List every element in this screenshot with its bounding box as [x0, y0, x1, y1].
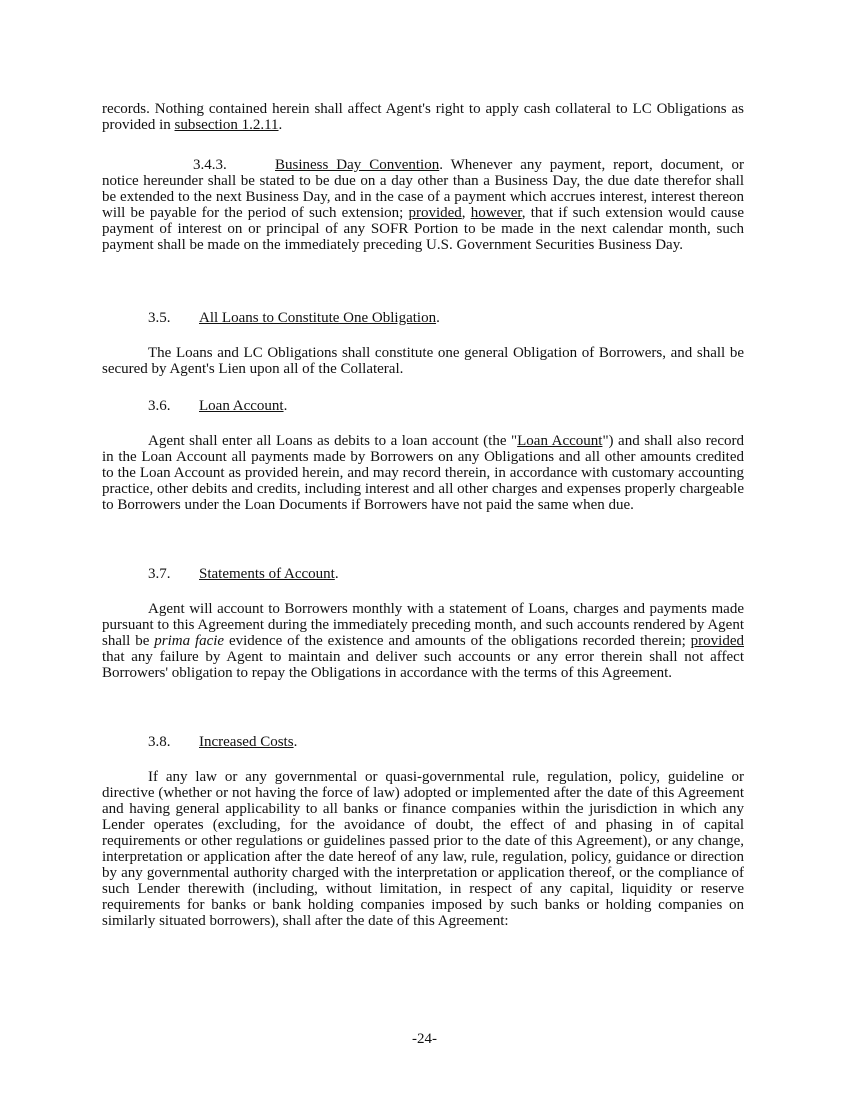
continuation-paragraph [102, 101, 744, 133]
paragraph-text: , that if such extension would cause payment of interest on or principal of any SOFR Portion to be made in the next calendar month, such payment shall be made on the immediately preceding U.S. Government Securities Business Day. [102, 205, 744, 253]
page-number: -24- [412, 1031, 437, 1047]
section-3-7-body: Agent will account to Borrowers monthly with a statement of Loans, charges and payments made pursuant to this Agreement during the immediately preceding month, and such accounts rendered by Agent shall be prima facie evidence of the existence and amounts of the obligations recorded therein; provided that any failure by Agent to maintain and deliver such accounts or any error therein shall not affect Borrowers' obligation to repay the Obligations in accordance with the terms of this Agreement. [102, 601, 744, 681]
defined-term: provided [690, 633, 744, 649]
defined-term: provided [408, 205, 462, 221]
defined-term: Loan Account [517, 433, 603, 449]
defined-term: however [470, 205, 522, 221]
section-title: Business Day Convention [275, 157, 440, 173]
section-title: Loan Account [199, 398, 284, 414]
paragraph-text: records. Nothing contained herein shall affect Agent's right to apply cash collateral to LC Obligations as provided in [102, 101, 744, 133]
section-3-4-3: 3.4.3. Business Day Convention. Whenever any payment, report, document, or notice hereunder shall be stated to be due on a day other than a Business Day, the due date therefor shall be extended to the next Business Day, and in the case of a payment which accrues interest, interest thereon will be payable for the period of such extension; provided, however, that if such extension would cause payment of interest on or principal of any SOFR Portion to be made in the next calendar month, such payment shall be made on the immediately preceding U.S. Government Securities Business Day. [102, 157, 744, 253]
section-title: All Loans to Constitute One Obligation [199, 310, 437, 326]
section-3-7-heading: 3.7. Statements of Account. [148, 566, 339, 582]
section-number: 3.7. [148, 566, 171, 582]
section-number: 3.5. [148, 310, 171, 326]
paragraph-text: . Whenever any payment, report, document, or notice hereunder shall be stated to be due on a day other than a Business Day, the due date therefor shall be extended to the next Business Day, and in the case of a payment which accrues interest, interest thereon will be payable for the period of such extension; [102, 157, 744, 221]
section-3-6-body: Agent shall enter all Loans as debits to a loan account (the "Loan Account") and shall also record in the Loan Account all payments made by Borrowers on any Obligations and all other amounts credited to the Loan Account as provided herein, and may record therein, in accordance with customary accounting practice, other debits and credits, including interest and all other charges and expenses properly chargeable to Borrowers under the Loan Documents if Borrowers have not paid the same when due. [102, 433, 744, 513]
section-3-8-body: If any law or any governmental or quasi-governmental rule, regulation, policy, guideline or directive (whether or not having the force of law) adopted or implemented after the date of this Agreement and having general applicability to all banks or finance companies within the jurisdiction in which any Lender operates (excluding, for the avoidance of doubt, the effect of and phasing in of capital requirements or other regulations or guidelines passed prior to the date of this Agreement), or any change, interpretation or application after the date hereof of any law, rule, regulation, policy, guidance or direction by any governmental authority charged with the interpretation or application thereof, or the compliance of such Lender therewith (including, without limitation, in respect of any capital, liquidity or reserve requirements for banks or bank holding companies imposed by such banks or holding companies on similarly situated borrowers), shall after the date of this Agreement: [102, 769, 744, 929]
section-title: Statements of Account [199, 566, 335, 582]
section-number: 3.6. [148, 398, 171, 414]
section-title: Increased Costs [199, 734, 294, 750]
section-number: 3.8. [148, 734, 171, 750]
section-3-6-heading: 3.6. Loan Account. [148, 398, 288, 414]
subsection-reference-link[interactable]: subsection 1.2.11 [174, 117, 279, 133]
section-3-5-body: The Loans and LC Obligations shall constitute one general Obligation of Borrowers, and shall be secured by Agent's Lien upon all of the Collateral. [102, 345, 744, 377]
paragraph-text: . [278, 117, 283, 133]
section-number: 3.4.3. [193, 157, 227, 173]
section-3-8-heading: 3.8. Increased Costs. [148, 734, 298, 750]
section-3-5-heading: 3.5. All Loans to Constitute One Obligation. [148, 310, 440, 326]
italic-term: prima facie [154, 633, 225, 649]
